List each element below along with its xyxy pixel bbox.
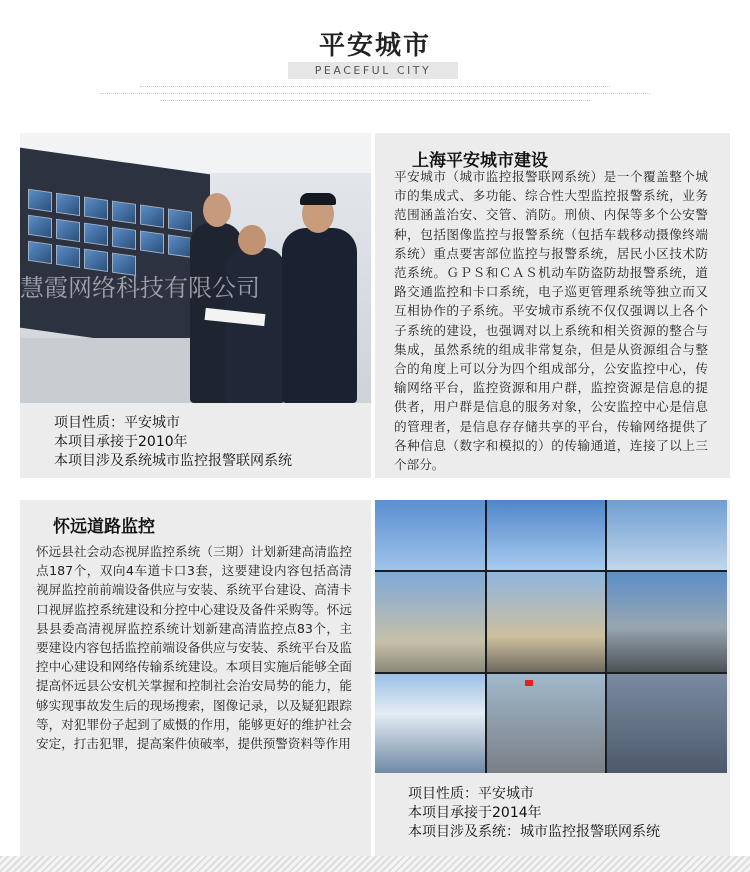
section2-body: 怀远县社会动态视屏监控系统（三期）计划新建高清监控点187个，双向4车道卡口3套，这要建设内容包括高清视屏监控前前端设备供应与安装、系统平台建设、高清卡口视屏监控系统建设和分控中心建设及备件采购等。怀远县县委高清视屏监控系统计划新建高清监控点83个，主要建设内容包括监控前端设备供应与安装、系统平台及监控中心建设和网络传输系统建设。本项目实施后能够全面提高怀远县公安机关掌握和控制社会治安局势的能力，能够实现事故发生后的现场搜索，图像记录，以及疑犯跟踪等，对犯罪份子起到了威慑的作用，能够更好的维护社会安定，打击犯罪，提高案件侦破率，提供预警资料等作用 <box>36 544 352 752</box>
info-line: 本项目涉及系统城市监控报警联网系统 <box>54 453 292 469</box>
info-line: 本项目承接于2014年 <box>408 805 542 821</box>
decorative-fine-print <box>100 84 650 107</box>
control-room-photo <box>20 133 371 403</box>
image-watermark: 慧霞网络科技有限公司 <box>20 274 260 302</box>
section1-info <box>54 414 364 471</box>
bottom-divider <box>0 856 750 872</box>
video-wall-photo <box>375 500 727 773</box>
section1-title: 上海平安城市建设 <box>412 151 548 171</box>
section1-body: 平安城市（城市监控报警联网系统）是一个覆盖整个城市的集成式、多功能、综合性大型监控报警系统，业务范围涵盖治安、交管、消防。刑侦、内保等多个公安警种，包括图像监控与报警系统（包括车载移动摄像终端系统）重点要害部位监控与报警系统，居民小区技术防范系统。ＧＰＳ和ＣＡＳ机动车防盗防劫报警系统，道路交通监控和卡口系统，电子巡更管理系统等独立而又互相协作的子系统。平安城市系统不仅仅强调以上各个子系统的建设，也强调对以上系统和相关资源的整合与集成，虽然系统的组成非常复杂，但是从资源组合与整合的角度上可以分为四个组成部分，公安监控中心，传输网络平台，监控资源和用户群，监控资源是信息的提供者，用户群是信息的服务对象，公安监控中心是信息的管理者，是信息存存储共享的平台，传输网络提供了各种信息（数字和模拟的）的传输通道，连接了以上三个部分。 <box>394 169 708 473</box>
page-subtitle: PEACEFUL CITY <box>288 62 458 79</box>
section2-info <box>408 785 718 842</box>
page-title: 平安城市 <box>318 31 431 61</box>
info-line: 项目性质：平安城市 <box>408 786 534 802</box>
section2-title: 怀远道路监控 <box>53 517 155 537</box>
info-line: 项目性质：平安城市 <box>54 415 180 431</box>
info-line: 本项目涉及系统：城市监控报警联网系统 <box>408 824 660 840</box>
info-line: 本项目承接于2010年 <box>54 434 188 450</box>
